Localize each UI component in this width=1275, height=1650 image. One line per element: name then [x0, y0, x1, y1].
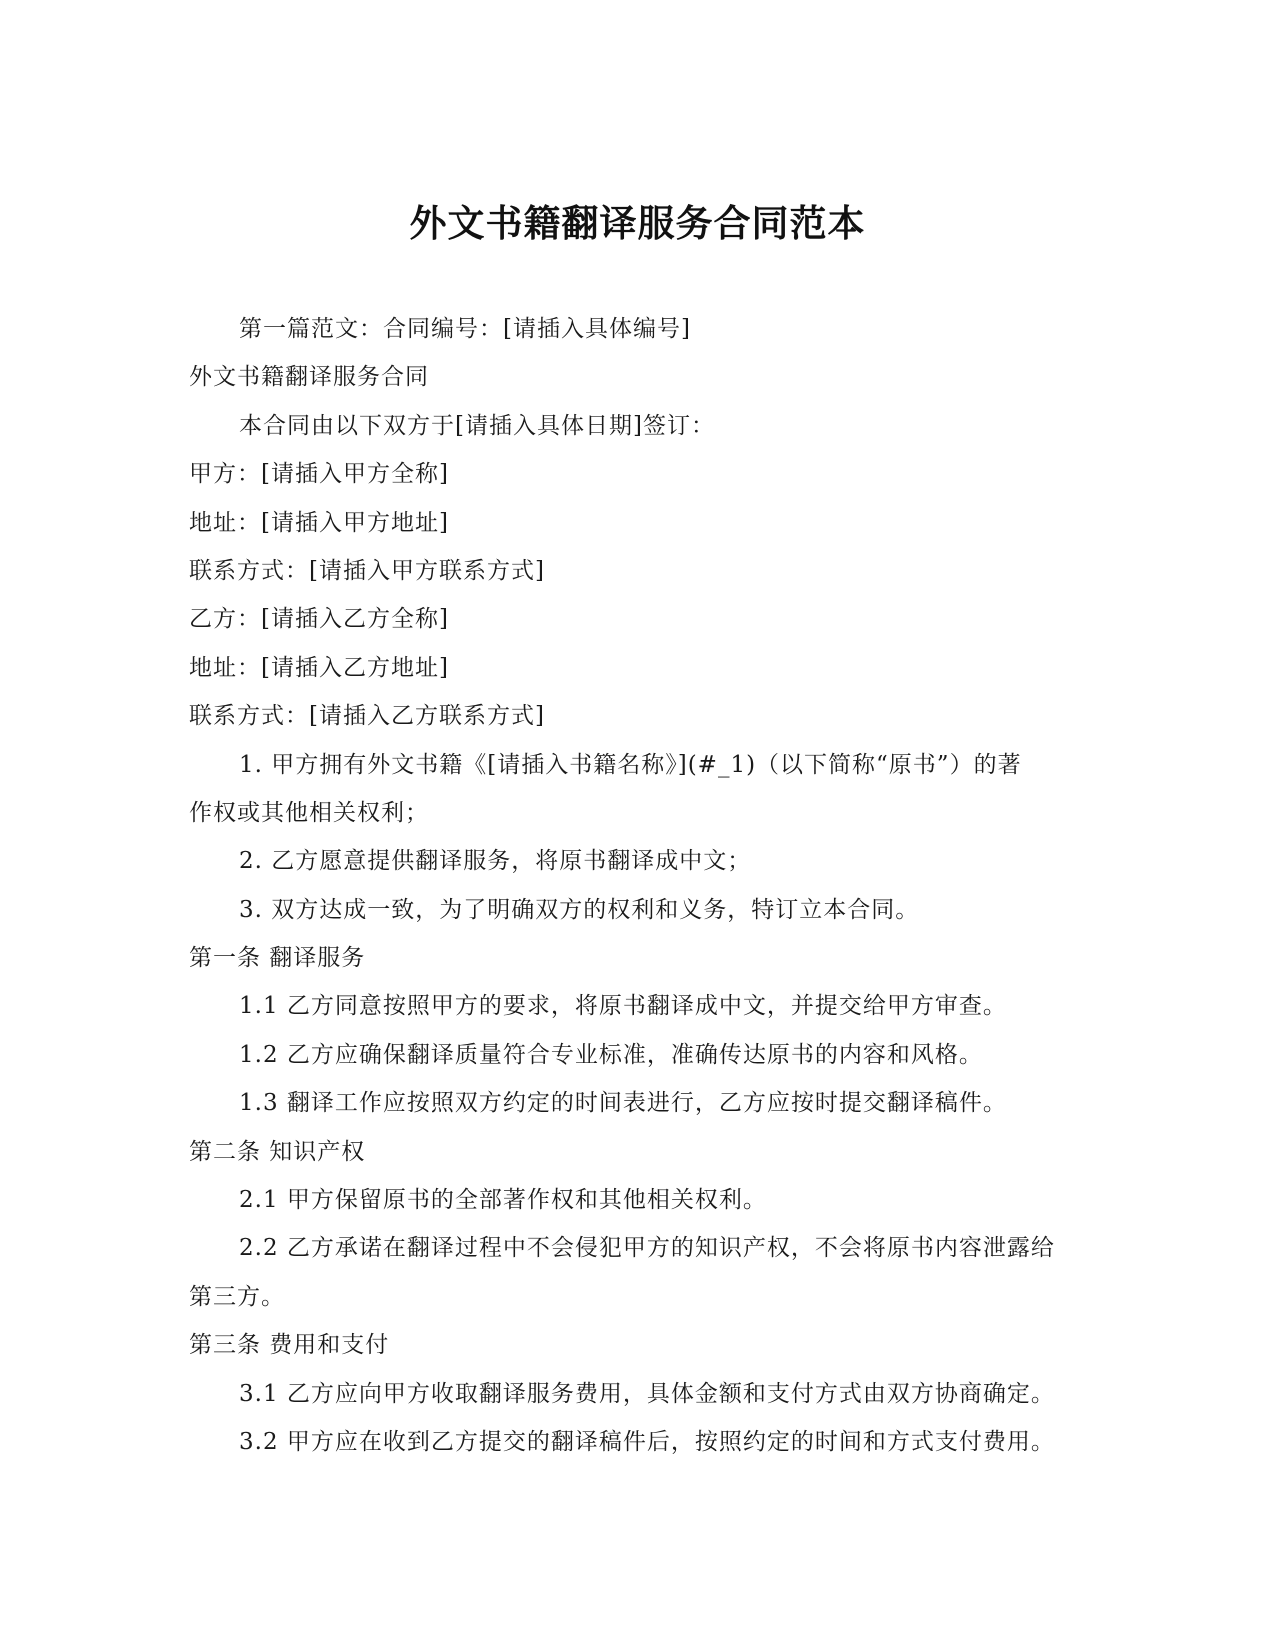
article-1-heading: 第一条 翻译服务	[189, 945, 366, 972]
document-title: 外文书籍翻译服务合同范本	[409, 201, 866, 245]
clause-1-1: 1.1 乙方同意按照甲方的要求，将原书翻译成中文，并提交给甲方审查。	[239, 993, 1007, 1020]
party-b-name: 乙方：[请插入乙方全称]	[189, 606, 449, 633]
party-a-name: 甲方：[请插入甲方全称]	[189, 461, 449, 488]
recital-1-line-1: 1. 甲方拥有外文书籍《[请插入书籍名称》](#_1)（以下简称“原书”）的著	[239, 751, 1022, 778]
party-a-contact: 联系方式：[请插入甲方联系方式]	[189, 557, 545, 584]
clause-2-2-line-1: 2.2 乙方承诺在翻译过程中不会侵犯甲方的知识产权，不会将原书内容泄露给	[239, 1235, 1055, 1262]
party-b-address: 地址：[请插入乙方地址]	[189, 654, 449, 681]
clause-2-2-line-2: 第三方。	[189, 1283, 285, 1310]
party-a-address: 地址：[请插入甲方地址]	[189, 509, 449, 536]
clause-1-3: 1.3 翻译工作应按照双方约定的时间表进行，乙方应按时提交翻译稿件。	[239, 1090, 1007, 1117]
clause-3-1: 3.1 乙方应向甲方收取翻译服务费用，具体金额和支付方式由双方协商确定。	[239, 1380, 1055, 1407]
recital-3: 3. 双方达成一致，为了明确双方的权利和义务，特订立本合同。	[239, 896, 920, 923]
article-3-heading: 第三条 费用和支付	[189, 1332, 390, 1359]
clause-1-2: 1.2 乙方应确保翻译质量符合专业标准，准确传达原书的内容和风格。	[239, 1041, 983, 1068]
party-b-contact: 联系方式：[请插入乙方联系方式]	[189, 703, 545, 730]
clause-2-1: 2.1 甲方保留原书的全部著作权和其他相关权利。	[239, 1187, 767, 1214]
contract-number-line: 第一篇范文：合同编号：[请插入具体编号]	[239, 316, 691, 342]
contract-name-line: 外文书籍翻译服务合同	[189, 364, 429, 391]
clause-3-2: 3.2 甲方应在收到乙方提交的翻译稿件后，按照约定的时间和方式支付费用。	[239, 1428, 1055, 1455]
document-body	[189, 305, 1089, 1466]
recital-1-line-2: 作权或其他相关权利；	[189, 799, 429, 826]
recital-2: 2. 乙方愿意提供翻译服务，将原书翻译成中文；	[239, 848, 752, 875]
article-2-heading: 第二条 知识产权	[189, 1138, 366, 1165]
signing-date-line: 本合同由以下双方于[请插入具体日期]签订：	[239, 412, 715, 439]
